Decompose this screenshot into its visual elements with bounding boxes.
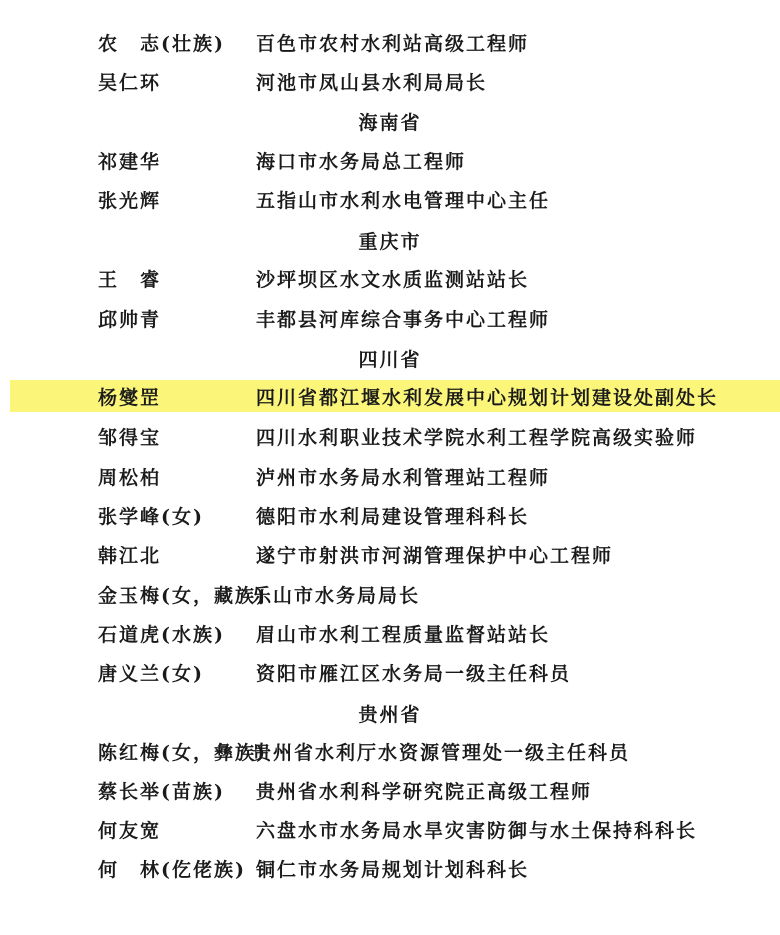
- person-title: 河池市凤山县水利局局长: [256, 71, 488, 94]
- list-item: [0, 615, 780, 651]
- person-title: 六盘水市水务局水旱灾害防御与水土保持科科长: [256, 819, 698, 842]
- list-item: [0, 181, 780, 217]
- person-title: 德阳市水利局建设管理科科长: [256, 505, 530, 528]
- list-item: [0, 536, 780, 572]
- person-name: 金玉梅(女，藏族): [98, 584, 267, 607]
- person-title: 四川水利职业技术学院水利工程学院高级实验师: [256, 426, 698, 449]
- person-name: 何 林(仡佬族): [98, 858, 246, 881]
- person-name: 农 志(壮族): [98, 32, 225, 55]
- list-item: [0, 576, 780, 612]
- person-title: 资阳市雁江区水务局一级主任科员: [256, 662, 572, 685]
- list-item: [0, 24, 780, 60]
- list-item: [0, 458, 780, 494]
- list-item: [0, 654, 780, 690]
- person-title: 海口市水务局总工程师: [256, 150, 467, 173]
- person-name: 陈红梅(女，彝族): [98, 741, 267, 764]
- person-title: 乐山市水务局局长: [252, 584, 421, 607]
- person-name: 吴仁环: [98, 71, 162, 94]
- person-title: 沙坪坝区水文水质监测站站长: [256, 268, 530, 291]
- person-name: 韩江北: [98, 544, 162, 567]
- person-title: 贵州省水利科学研究院正高级工程师: [256, 780, 593, 803]
- person-name: 祁建华: [98, 150, 162, 173]
- list-item: [0, 772, 780, 808]
- person-name: 张光辉: [98, 189, 162, 212]
- person-name: 蔡长举(苗族): [98, 780, 225, 803]
- person-name: 周松柏: [98, 466, 162, 489]
- list-item: [0, 811, 780, 847]
- person-name: 邹得宝: [98, 426, 162, 449]
- province-heading: 重庆市: [358, 231, 422, 253]
- person-name: 何友宽: [98, 819, 162, 842]
- list-item: [0, 300, 780, 336]
- list-item: [0, 733, 780, 769]
- person-title: 四川省都江堰水利发展中心规划计划建设处副处长: [256, 386, 719, 409]
- person-title: 眉山市水利工程质量监督站站长: [256, 623, 551, 646]
- person-name: 邱帅青: [98, 308, 162, 331]
- province-heading: 海南省: [358, 112, 422, 134]
- person-name: 石道虎(水族): [98, 623, 225, 646]
- person-name: 王 睿: [98, 268, 162, 291]
- person-title: 泸州市水务局水利管理站工程师: [256, 466, 551, 489]
- person-title: 丰都县河库综合事务中心工程师: [256, 308, 551, 331]
- list-item: [0, 850, 780, 886]
- list-item: [0, 260, 780, 296]
- person-name: 杨燮罡: [98, 386, 162, 409]
- list-item-highlighted: [10, 380, 780, 412]
- person-name: 张学峰(女): [98, 505, 204, 528]
- list-item: [0, 497, 780, 533]
- list-item: [0, 63, 780, 99]
- person-title: 百色市农村水利站高级工程师: [256, 32, 530, 55]
- list-item: [0, 418, 780, 454]
- province-heading: 四川省: [358, 349, 422, 371]
- person-title: 贵州省水利厅水资源管理处一级主任科员: [252, 741, 631, 764]
- person-title: 铜仁市水务局规划计划科科长: [256, 858, 530, 881]
- person-name: 唐义兰(女): [98, 662, 204, 685]
- person-title: 五指山市水利水电管理中心主任: [256, 189, 551, 212]
- person-title: 遂宁市射洪市河湖管理保护中心工程师: [256, 544, 614, 567]
- list-item: [0, 142, 780, 178]
- province-heading: 贵州省: [358, 704, 422, 726]
